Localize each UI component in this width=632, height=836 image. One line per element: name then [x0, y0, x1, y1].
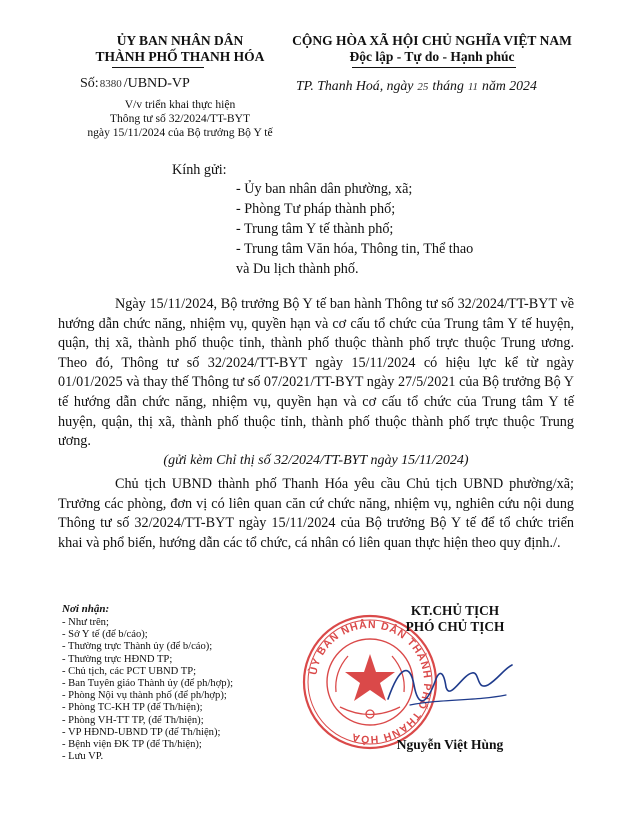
date-month: 11	[467, 81, 479, 93]
enclosure-note: (gửi kèm Chỉ thị số 32/2024/TT-BYT ngày 15/11/2024)	[163, 453, 469, 468]
nation-line-1: CỘNG HÒA XÃ HỘI CHỦ NGHĨA VIỆT NAM	[292, 33, 572, 48]
sign-line-1: KT.CHỦ TỊCH	[410, 603, 500, 618]
distribution-item: - Ban Tuyên giáo Thành ủy (để ph/hợp);	[62, 678, 234, 690]
recipients-label: Kính gửi:	[172, 162, 227, 178]
distribution-item: - Phòng Nội vụ thành phố (để ph/hợp);	[62, 690, 227, 702]
paragraph-1-text: Ngày 15/11/2024, Bộ trưởng Bộ Y tế ban hành Thông tư số 32/2024/TT-BYT về hướng dẫn chức năng, nhiệm vụ, quyền hạn và cơ cấu tổ chức của Trung tâm Y tế huyện, quận, thị xã, thành phố thuộc tỉnh, thành phố thuộc thành phố trực thuộc Trung ương. Theo đó, Thông tư số 32/2024/TT-BYT ngày 15/11/2024 có hiệu lực kể từ ngày 01/01/2025 và thay thế Thông tư số 07/2021/TT-BYT ngày 27/5/2021 của Bộ trưởng Bộ Y tế hướng dẫn chức năng, nhiệm vụ, quyền hạn và cơ cấu tổ chức của Trung tâm Y tế huyện, quận, thị xã, thành phố thuộc tỉnh, thành phố thuộc thành phố trực thuộc Trung ương.	[58, 296, 574, 450]
paragraph-2-text: Chủ tịch UBND thành phố Thanh Hóa yêu cầu Chủ tịch UBND phường/xã; Trưởng các phòng, đơn vị có liên quan căn cứ chức năng, nhiệm vụ, nghiên cứu nội dung Thông tư số 32/2024/TT-BYT ngày 15/11/2024 của Bộ trưởng Bộ Y tế để tổ chức triển khai và phổ biến, hướng dẫn các tổ chức, cá nhân có liên quan thực hiện theo quy định./.	[58, 476, 574, 551]
subject-line-1: V/v triển khai thực hiện	[124, 98, 236, 111]
distribution-item: - Sở Y tế (để b/cáo);	[62, 629, 148, 641]
body-paragraph-1	[58, 295, 574, 452]
distribution-item: - Phòng VH-TT TP, (để Th/hiện);	[62, 714, 204, 726]
doc-number-suffix: /UBND-VP	[123, 76, 190, 91]
recipient-item: - Trung tâm Y tế thành phố;	[236, 221, 394, 237]
date-day: 25	[417, 81, 429, 93]
distribution-label: Nơi nhận:	[62, 603, 110, 615]
date-year: năm 2024	[482, 78, 537, 93]
subject-line-3: ngày 15/11/2024 của Bộ trưởng Bộ Y tế	[87, 126, 273, 139]
body-paragraph-2	[58, 475, 574, 553]
signatory-title	[355, 603, 555, 635]
org-line-2: THÀNH PHỐ THANH HÓA	[95, 49, 265, 64]
recipient-item: - Phòng Tư pháp thành phố;	[236, 201, 396, 217]
distribution-item: - Thường trực HĐND TP;	[62, 653, 173, 665]
date-line	[296, 78, 537, 94]
distribution-item: - Bệnh viện ĐK TP (để Th/hiện);	[62, 739, 202, 751]
national-title	[272, 33, 592, 65]
doc-number-value: 8380	[99, 78, 122, 90]
handwritten-signature-icon	[380, 655, 520, 715]
date-month-label: tháng	[432, 78, 464, 93]
distribution-item: - Phòng TC-KH TP (để Th/hiện);	[62, 702, 203, 714]
org-underline	[112, 67, 204, 68]
motto-underline	[352, 67, 516, 68]
date-prefix: TP. Thanh Hoá, ngày	[296, 78, 414, 93]
doc-number-prefix: Số:	[80, 76, 99, 91]
distribution-list	[62, 617, 322, 763]
distribution-item: - Chủ tịch, các PCT UBND TP;	[62, 665, 197, 677]
document-subject	[60, 98, 300, 140]
recipient-item: và Du lịch thành phố.	[236, 261, 359, 277]
sign-line-2: PHÓ CHỦ TỊCH	[405, 619, 505, 634]
recipient-item: - Ủy ban nhân dân phường, xã;	[236, 181, 413, 197]
org-line-1: ỦY BAN NHÂN DÂN	[116, 33, 244, 48]
recipients-list	[236, 179, 596, 279]
signer-name: Nguyễn Việt Hùng	[396, 737, 504, 752]
nation-motto: Độc lập - Tự do - Hạnh phúc	[349, 49, 515, 64]
svg-text:ỦY BAN NHÂN DÂN THÀNH PHỐ THAN: ỦY BAN NHÂN DÂN THÀNH PHỐ THANH HÓA	[307, 618, 434, 746]
recipient-item: - Trung tâm Văn hóa, Thông tin, Thể thao	[236, 241, 474, 257]
distribution-item: - VP HĐND-UBND TP (để Th/hiện);	[62, 726, 221, 738]
distribution-item: - Lưu VP.	[62, 751, 104, 763]
document-number	[80, 76, 190, 92]
distribution-item: - Thường trực Thành ủy (để b/cáo);	[62, 641, 213, 653]
issuing-authority	[60, 33, 300, 65]
distribution-item: - Như trên;	[62, 617, 109, 628]
subject-line-2: Thông tư số 32/2024/TT-BYT	[109, 112, 251, 125]
